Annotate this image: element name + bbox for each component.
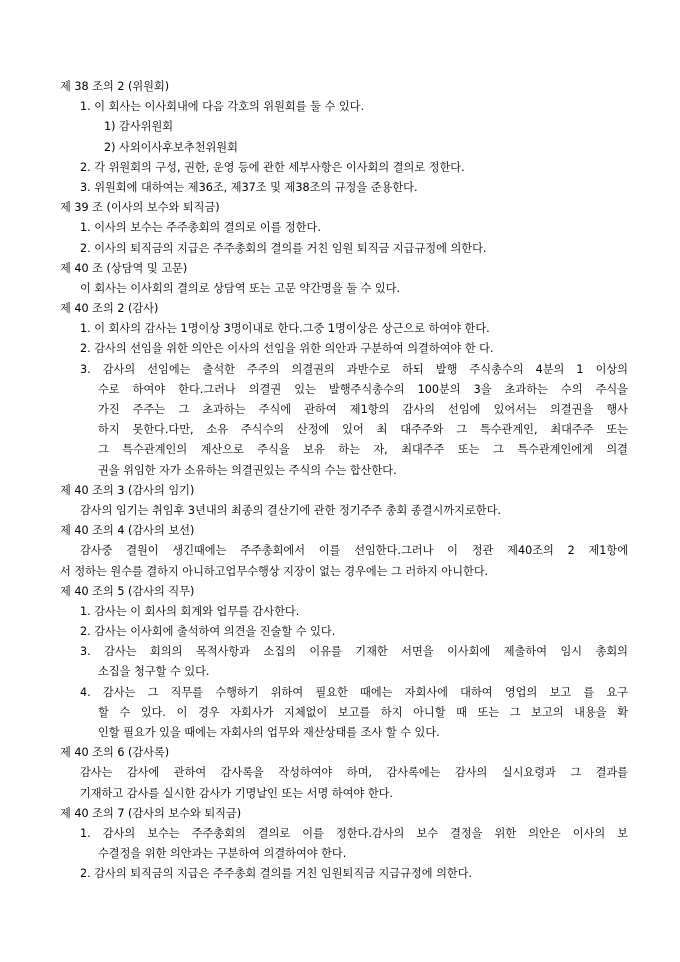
paragraph-line: 감사중 결원이 생긴때에는 주주총회에서 이를 선임한다.그러나 이 정관 제40조의 2 제1항에 <box>80 544 628 558</box>
numbered-item: 2. 감사의 선임을 위한 의안은 이사의 선임을 위한 의안과 구분하여 의결하여야 한 다. <box>80 342 494 356</box>
continuation-line: 할 수 있다. 이 경우 자회사가 지체없이 보고를 하지 아니할 때 또는 그 보고의 내용을 확 <box>98 705 628 719</box>
article-heading: 제 40 조의 4 (감사의 보선) <box>60 524 195 538</box>
sub-item: 1) 감사위원회 <box>104 120 174 134</box>
sub-item: 2) 사외이사후보추천위원회 <box>104 140 238 154</box>
numbered-item: 2. 감사는 이사회에 출석하여 의견을 진술할 수 있다. <box>80 625 336 639</box>
article-heading: 제 40 조의 2 (감사) <box>60 302 159 316</box>
continuation-line: 그 특수관계인의 계산으로 주식을 보유 하는 자, 최대주주 또는 그 특수관계인에게 의결 <box>98 443 628 457</box>
numbered-item: 1. 이사의 보수는 주주총회의 결의로 이를 정한다. <box>80 221 321 235</box>
numbered-item: 1. 감사는 이 회사의 회계와 업무를 감사한다. <box>80 604 300 618</box>
article-heading: 제 40 조 (상담역 및 고문) <box>60 261 188 275</box>
continuation-line: 수결정을 위한 의안과는 구분하여 의결하여야 한다. <box>98 847 347 861</box>
numbered-item: 2. 각 위원회의 구성, 권한, 운영 등에 관한 세부사항은 이사회의 결의로 정한다. <box>80 160 465 174</box>
numbered-item: 2. 이사의 퇴직금의 지급은 주주총회의 결의를 거친 임원 퇴직금 지급규정에 의한다. <box>80 241 487 255</box>
numbered-item: 3. 감사는 회의의 목적사항과 소집의 이유를 기재한 서면을 이사회에 제출하여 임시 총회의 <box>80 645 628 659</box>
article-heading: 제 40 조의 5 (감사의 직무) <box>60 584 195 598</box>
paragraph-line: 기재하고 감사를 실시한 감사가 기명날인 또는 서명 하여야 한다. <box>80 786 393 800</box>
numbered-item: 3. 위원회에 대하여는 제36조, 제37조 및 제38조의 규정을 준용한다. <box>80 180 418 194</box>
continuation-line: 소집을 청구할 수 있다. <box>98 665 210 679</box>
article-heading: 제 38 조의 2 (위원회) <box>60 80 170 93</box>
paragraph-line: 감사는 감사에 관하여 감사록을 작성하여야 하며, 감사록에는 감사의 실시요령과 그 결과를 <box>80 766 628 780</box>
paragraph-line: 감사의 임기는 취임후 3년내의 최종의 결산기에 관한 정기주주 총회 종결시까지로한다. <box>80 503 501 517</box>
continuation-line: 가진 주주는 그 초과하는 주식에 관하여 제1항의 감사의 선임에 있어서는 의결권을 행사 <box>98 403 628 416</box>
article-heading: 제 40 조의 3 (감사의 임기) <box>60 483 195 497</box>
continuation-line: 하지 못한다.다만, 소유 주식수의 산정에 있어 최 대주주와 그 특수관계인, 최대주주 또는 <box>98 423 628 437</box>
article-heading: 제 40 조의 7 (감사의 보수와 퇴직금) <box>60 806 242 820</box>
article-heading: 서 정하는 원수를 결하지 아니하고업무수행상 지장이 없는 경우에는 그 러하지 아니한다. <box>60 564 489 578</box>
numbered-item: 4. 감사는 그 직무를 수행하기 위하여 필요한 때에는 자회사에 대하여 영업의 보고 를 요구 <box>80 685 628 699</box>
numbered-item: 3. 감사의 선임에는 출석한 주주의 의결권의 과반수로 하되 발행 주식총수의 4분의 1 이상의 <box>80 362 628 376</box>
numbered-item: 1. 이 회사의 감사는 1명이상 3명이내로 한다.그중 1명이상은 상근으로 하여야 한다. <box>80 322 490 336</box>
continuation-line: 인할 필요가 있을 때에는 자회사의 업무와 재산상태를 조사 할 수 있다. <box>98 726 440 739</box>
numbered-item: 1. 이 회사는 이사회내에 다음 각호의 위원회를 둘 수 있다. <box>80 100 364 114</box>
continuation-line: 수로 하여야 한다.그러나 의결권 있는 발행주식총수의 100분의 3을 초과하는 수의 주식을 <box>98 382 628 396</box>
paragraph-line: 이 회사는 이사회의 결의로 상담역 또는 고문 약간명을 둘 수 있다. <box>80 281 401 295</box>
articles-text <box>60 77 628 885</box>
continuation-line: 권을 위임한 자가 소유하는 의결권있는 주식의 수는 합산한다. <box>98 463 397 477</box>
numbered-item: 2. 감사의 퇴직금의 지급은 주주총회 결의를 거친 임원퇴직금 지급규정에 의한다. <box>80 867 473 881</box>
article-heading: 제 40 조의 6 (감사록) <box>60 746 170 760</box>
article-heading: 제 39 조 (이사의 보수와 퇴직금) <box>60 201 220 215</box>
numbered-item: 1. 감사의 보수는 주주총회의 결의로 이를 정한다.감사의 보수 결정을 위한 의안은 이사의 보 <box>80 826 628 840</box>
